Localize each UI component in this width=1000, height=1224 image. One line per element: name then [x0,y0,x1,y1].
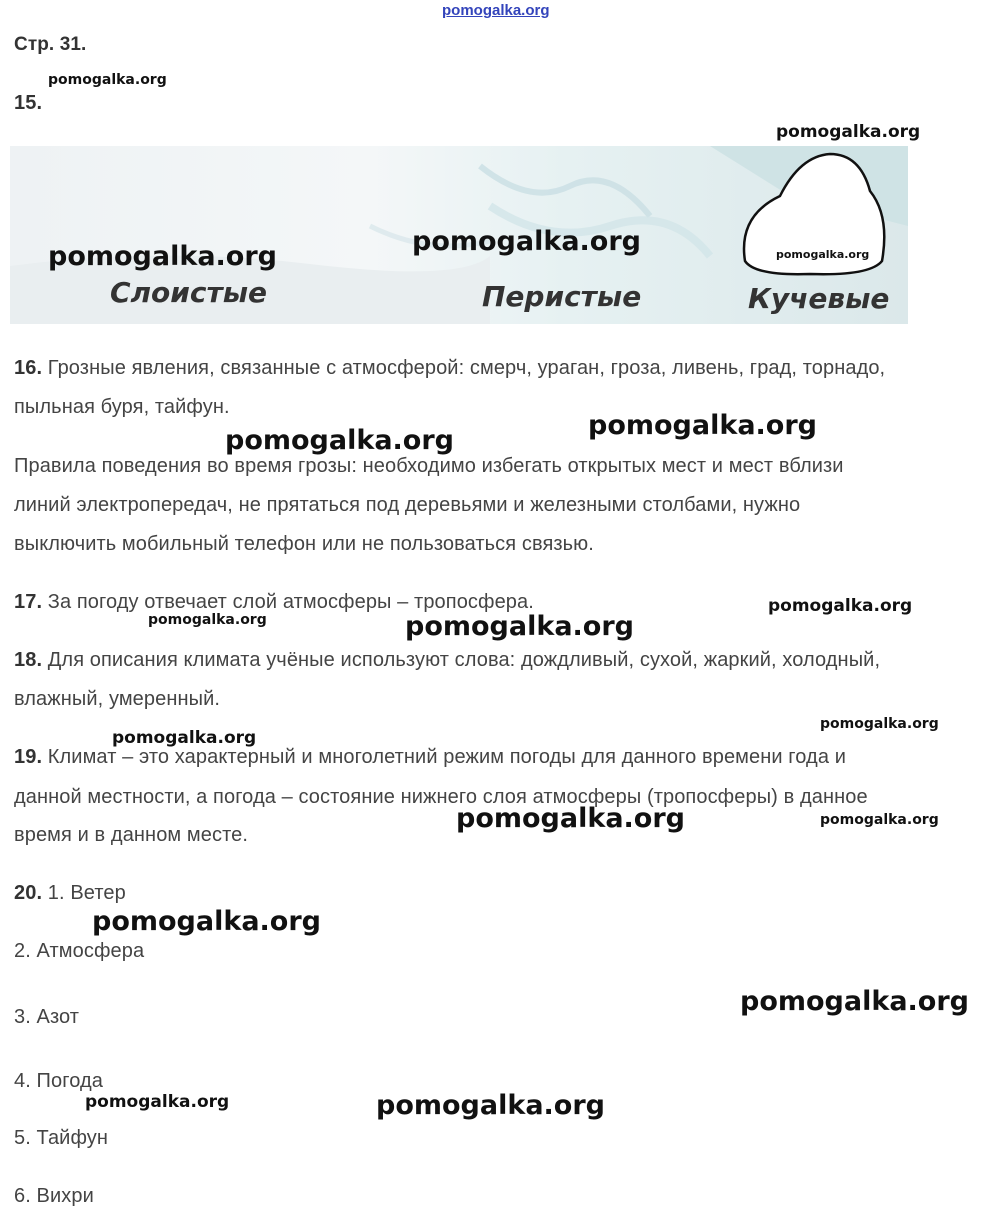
q15-number: 15. [14,92,43,114]
watermark: pomogalka.org [820,812,939,828]
watermark: pomogalka.org [405,611,634,642]
watermark: pomogalka.org [85,1092,230,1112]
cloud-label-stratus: Слоистые [110,276,268,309]
cloud-label-cirrus: Перистые [482,280,642,313]
watermark: pomogalka.org [92,906,321,937]
q20-item-1 [14,882,126,905]
watermark: pomogalka.org [48,241,277,272]
q18-text: Для описания климата учёные используют слова: дождливый, сухой, жаркий, холодный, [47,649,881,671]
q19-line3: время и в данном месте. [14,824,249,846]
watermark: pomogalka.org [456,803,685,834]
watermark: pomogalka.org [740,986,969,1017]
q20-item-1-text: 1. Ветер [47,882,126,904]
watermark: pomogalka.org [412,226,641,257]
q16-line1 [14,357,885,380]
q16-rules-line2: линий электропередач, не прятаться под деревьями и железными столбами, нужно [14,494,801,516]
watermark: pomogalka.org [148,612,267,628]
q20-number: 20. [14,882,43,904]
q20-item-2: 2. Атмосфера [14,940,145,962]
q17-text: За погоду отвечает слой атмосферы – тропосфера. [47,591,534,613]
q20-item-4: 4. Погода [14,1070,103,1092]
q19-number: 19. [14,746,43,768]
watermark: pomogalka.org [776,248,870,261]
q16-number: 16. [14,357,43,379]
watermark: pomogalka.org [112,728,257,748]
q20-item-3: 3. Азот [14,1006,80,1028]
watermark: pomogalka.org [768,596,913,616]
watermark: pomogalka.org [820,716,939,732]
cloud-label-cumulus: Кучевые [748,282,890,315]
q16-rules-line1: Правила поведения во время грозы: необходимо избегать открытых мест и мест вблизи [14,455,844,477]
watermark: pomogalka.org [225,425,454,456]
watermark: pomogalka.org [48,72,167,88]
watermark: pomogalka.org [588,410,817,441]
q18-line2: влажный, умеренный. [14,688,221,710]
watermark: pomogalka.org [776,122,921,142]
q18-line1 [14,649,880,672]
cirrus-streak-1 [480,166,650,216]
page-header: Стр. 31. [14,34,87,55]
q20-item-6: 6. Вихри [14,1185,94,1207]
q19-line1 [14,746,846,769]
top-site-link[interactable]: pomogalka.org [442,2,550,19]
q18-number: 18. [14,649,43,671]
q17-number: 17. [14,591,43,613]
q16-line2: пыльная буря, тайфун. [14,396,230,418]
q19-line2: данной местности, а погода – состояние нижнего слоя атмосферы (тропосферы) в данное [14,786,868,808]
q16-text: Грозные явления, связанные с атмосферой: смерч, ураган, гроза, ливень, град, торнадо, [47,357,886,379]
q19-text: Климат – это характерный и многолетний режим погоды для данного времени года и [47,746,846,768]
q20-item-5: 5. Тайфун [14,1127,109,1149]
q16-rules-line3: выключить мобильный телефон или не пользоваться связью. [14,533,594,555]
watermark: pomogalka.org [376,1090,605,1121]
